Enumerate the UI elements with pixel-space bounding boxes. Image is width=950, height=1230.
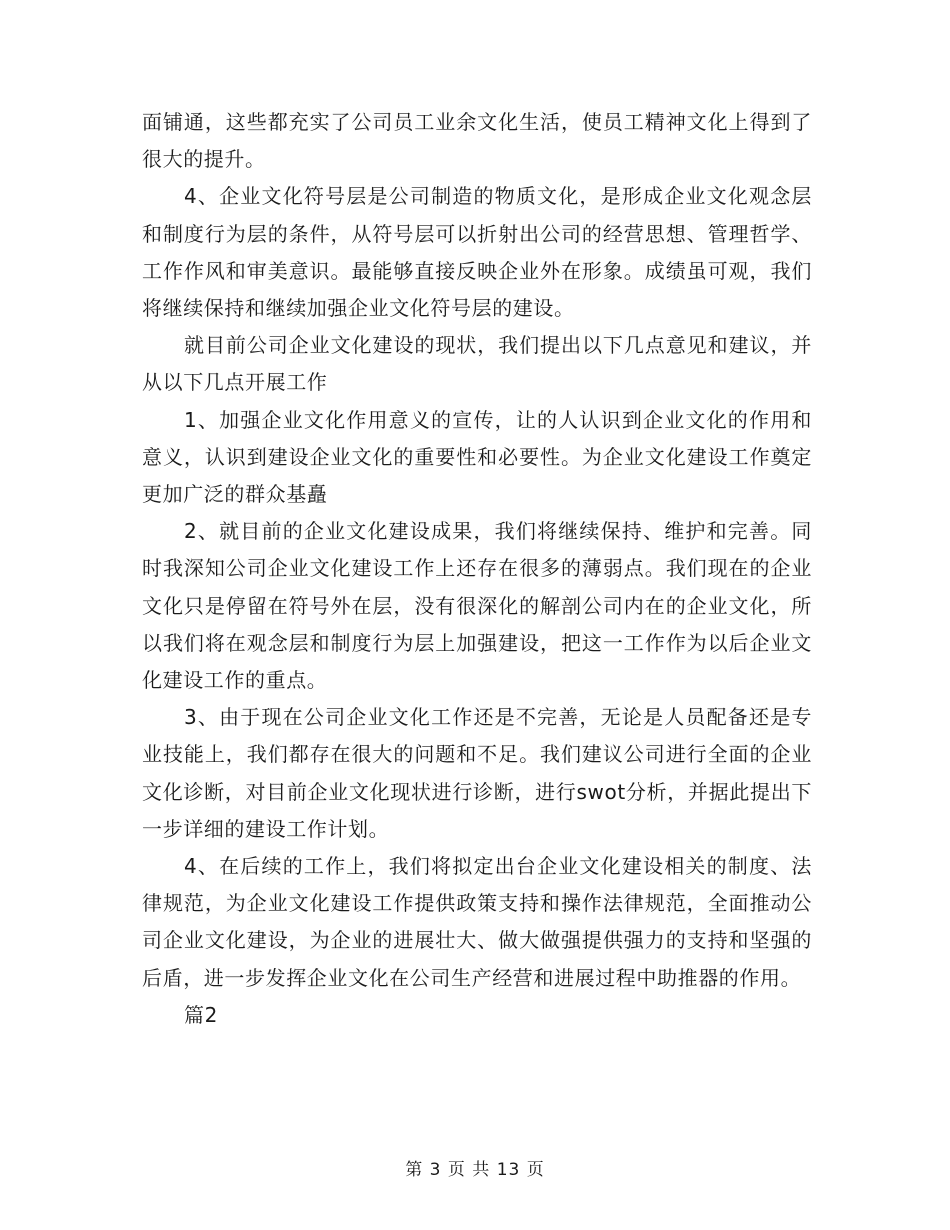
paragraph: 4、在后续的工作上，我们将拟定出台企业文化建设相关的制度、法律规范，为企业文化建设工作提供政策支持和操作法律规范，全面推动公司企业文化建设，为企业的进展壮大、做大做强提供强力的支持和坚强的后盾，进一步发挥企业文化在公司生产经营和进展过程中助推器的作用。 bbox=[142, 854, 812, 990]
page-number-footer: 第 3 页 共 13 页 bbox=[405, 1160, 545, 1180]
paragraph: 2、就目前的企业文化建设成果，我们将继续保持、维护和完善。同时我深知公司企业文化建设工作上还存在很多的薄弱点。我们现在的企业文化只是停留在符号外在层，没有很深化的解剖公司内在的企业文化，所以我们将在观念层和制度行为层上加强建设，把这一工作作为以后企业文化建设工作的重点。 bbox=[142, 519, 812, 693]
paragraph: 就目前公司企业文化建设的现状，我们提出以下几点意见和建议，并从以下几点开展工作 bbox=[142, 333, 812, 395]
paragraph: 1、加强企业文化作用意义的宣传，让的人认识到企业文化的作用和意义，认识到建设企业文化的重要性和必要性。为企业文化建设工作奠定更加广泛的群众基矗 bbox=[142, 407, 812, 507]
paragraph: 面铺通，这些都充实了公司员工业余文化生活，使员工精神文化上得到了很大的提升。 bbox=[142, 110, 812, 172]
document-body bbox=[142, 104, 812, 1034]
paragraph: 4、企业文化符号层是公司制造的物质文化，是形成企业文化观念层和制度行为层的条件，从符号层可以折射出公司的经营思想、管理哲学、工作作风和审美意识。最能够直接反映企业外在形象。成绩虽可观，我们将继续保持和继续加强企业文化符号层的建设。 bbox=[142, 184, 812, 321]
section-heading: 篇2 bbox=[184, 1002, 218, 1027]
paragraph: 3、由于现在公司企业文化工作还是不完善，无论是人员配备还是专业技能上，我们都存在很大的问题和不足。我们建议公司进行全面的企业文化诊断，对目前企业文化现状进行诊断，进行swot分析，并据此提出下一步详细的建设工作计划。 bbox=[142, 705, 812, 841]
